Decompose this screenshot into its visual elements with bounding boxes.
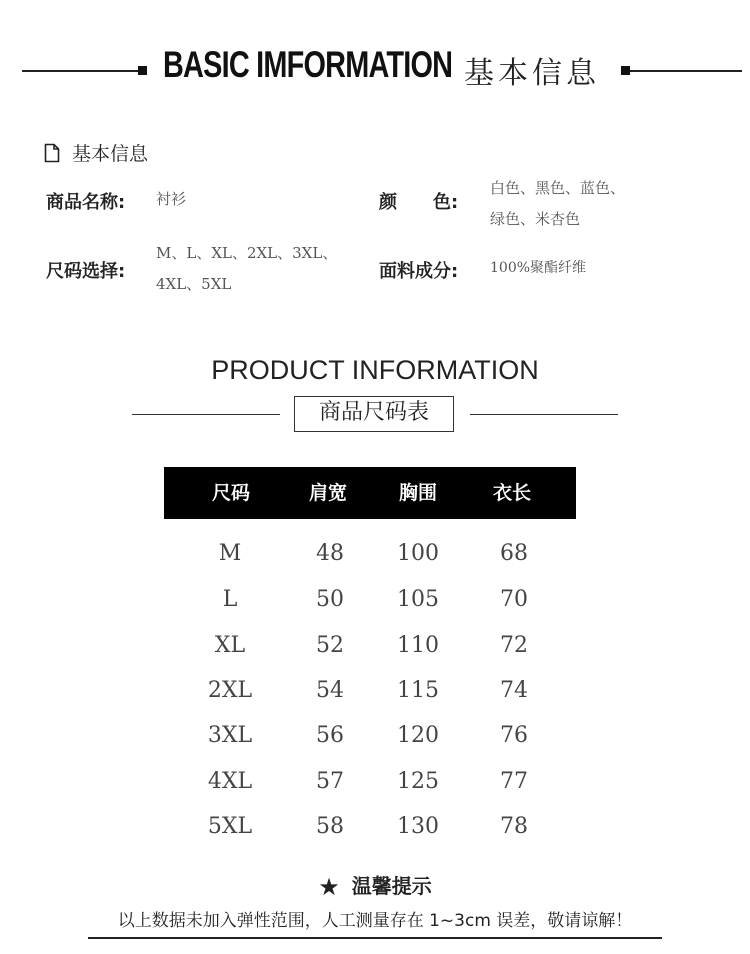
product-name-label: 商品名称: — [46, 192, 126, 213]
header-left-square — [138, 66, 147, 75]
table-row — [0, 626, 750, 666]
color-value-line2: 绿色、米杏色 — [490, 210, 581, 228]
length-cell: 68 — [500, 541, 528, 566]
length-cell: 72 — [500, 633, 528, 658]
header-size: 尺码 — [211, 482, 250, 504]
basic-info-heading — [44, 139, 148, 166]
tips-text: 以上数据未加入弹性范围，人工测量存在 1~3cm 误差，敬请谅解！ — [88, 906, 662, 939]
table-row — [0, 671, 750, 711]
basic-info-title: 基本信息 — [72, 143, 149, 165]
color-label: 颜 色: — [379, 192, 459, 213]
subtitle-left-rule — [132, 414, 280, 415]
shoulder-cell: 54 — [316, 678, 344, 703]
length-cell: 77 — [500, 769, 528, 794]
table-row — [0, 580, 750, 620]
subtitle-right-rule — [470, 414, 618, 415]
chest-cell: 130 — [397, 814, 439, 839]
header-shoulder: 肩宽 — [308, 482, 347, 504]
table-row — [0, 807, 750, 847]
tips-title: 温馨提示 — [351, 874, 432, 898]
header-left-rule — [22, 70, 140, 72]
header-chest: 胸围 — [398, 482, 437, 504]
table-row — [0, 534, 750, 574]
shoulder-cell: 56 — [316, 723, 344, 748]
length-cell: 76 — [500, 723, 528, 748]
size-select-value — [156, 238, 337, 300]
tips-heading — [0, 870, 750, 901]
size-select-label: 尺码选择: — [46, 261, 126, 282]
product-name-value: 衬衫 — [156, 190, 187, 208]
length-cell: 70 — [500, 587, 528, 612]
table-row — [0, 762, 750, 802]
shoulder-cell: 57 — [316, 769, 344, 794]
header-title-cn: 基本信息 — [464, 56, 600, 91]
size-cell: 5XL — [207, 814, 253, 839]
table-row — [0, 716, 750, 756]
size-select-line2: 4XL、5XL — [156, 275, 232, 293]
shoulder-cell: 48 — [316, 541, 344, 566]
size-chart-subtitle: 商品尺码表 — [294, 396, 454, 432]
star-icon: ★ — [318, 873, 340, 901]
header-length: 衣长 — [492, 482, 531, 504]
size-cell: L — [222, 587, 238, 612]
shoulder-cell: 50 — [316, 587, 344, 612]
size-select-line1: M、L、XL、2XL、3XL、 — [156, 244, 338, 262]
shoulder-cell: 52 — [316, 633, 344, 658]
chest-cell: 120 — [397, 723, 439, 748]
header-title-en: BASIC IMFORMATION — [163, 44, 453, 85]
size-cell: M — [218, 541, 242, 566]
length-cell: 74 — [500, 678, 528, 703]
chest-cell: 110 — [397, 633, 439, 658]
product-info-title: PRODUCT INFORMATION — [211, 355, 539, 385]
chest-cell: 115 — [397, 678, 439, 703]
chest-cell: 105 — [397, 587, 439, 612]
color-value-line1: 白色、黑色、蓝色、 — [490, 179, 626, 197]
size-cell: 4XL — [207, 769, 253, 794]
shoulder-cell: 58 — [316, 814, 344, 839]
fabric-label: 面料成分: — [379, 261, 459, 282]
document-icon — [44, 143, 60, 163]
header-right-rule — [630, 70, 742, 72]
chest-cell: 125 — [397, 769, 439, 794]
size-cell: 3XL — [207, 723, 253, 748]
size-cell: XL — [214, 633, 246, 658]
size-cell: 2XL — [207, 678, 253, 703]
color-value — [490, 173, 625, 235]
header-right-square — [621, 66, 630, 75]
fabric-value: 100%聚酯纤维 — [490, 260, 587, 276]
chest-cell: 100 — [397, 541, 439, 566]
size-table-header — [164, 467, 576, 519]
length-cell: 78 — [500, 814, 528, 839]
